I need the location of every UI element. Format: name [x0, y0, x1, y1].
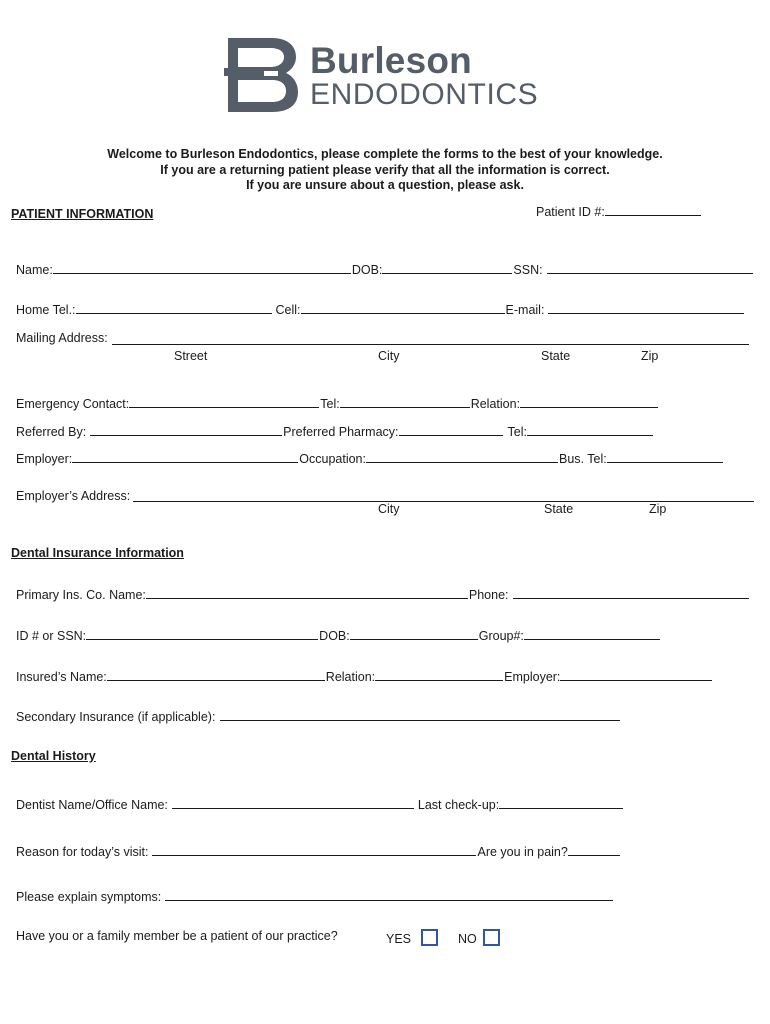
mailing-address-label: Mailing Address: [16, 331, 108, 345]
welcome-line-2: If you are a returning patient please verify that all the information is correct. [160, 162, 610, 177]
ssn-label: SSN: [513, 263, 543, 277]
yes-checkbox[interactable] [421, 929, 438, 946]
dentist-name-blank[interactable] [172, 796, 414, 809]
cell-blank[interactable] [301, 301, 505, 314]
primary-ins-blank[interactable] [146, 586, 468, 599]
last-checkup-label: Last check-up: [417, 798, 500, 812]
symptoms-label: Please explain symptoms: [16, 890, 162, 904]
welcome-message [0, 147, 770, 194]
employer-row [16, 450, 724, 467]
zip-caption: Zip [641, 349, 659, 363]
emergency-contact-label: Emergency Contact: [16, 397, 130, 411]
insured-relation-blank[interactable] [375, 668, 503, 681]
employer-state-caption: State [544, 502, 574, 516]
emergency-contact-row [16, 395, 659, 412]
symptoms-blank[interactable] [165, 888, 613, 901]
employer-zip-caption: Zip [649, 502, 667, 516]
name-blank[interactable] [53, 261, 351, 274]
insured-relation-label: Relation: [325, 670, 376, 684]
patient-id-field[interactable] [536, 203, 702, 219]
mailing-address-blank[interactable] [112, 344, 749, 345]
patient-id-label: Patient ID #: [536, 205, 605, 219]
secondary-ins-label: Secondary Insurance (if applicable): [16, 710, 216, 724]
referred-by-label: Referred By: [16, 425, 87, 439]
id-dob-group-row [16, 627, 661, 644]
insured-name-blank[interactable] [107, 668, 325, 681]
pharmacy-tel-label: Tel: [507, 425, 527, 439]
employer-blank[interactable] [72, 450, 298, 463]
insured-employer-label: Employer: [504, 670, 561, 684]
ssn-blank[interactable] [547, 261, 753, 274]
practice-logo [224, 36, 544, 116]
state-caption: State [541, 349, 571, 363]
reason-row [16, 843, 621, 860]
name-label: Name: [16, 263, 53, 277]
insurance-heading: Dental Insurance Information [11, 546, 184, 560]
dentist-row [16, 796, 624, 813]
last-checkup-blank[interactable] [499, 796, 623, 809]
in-pain-label: Are you in pain? [477, 845, 568, 859]
home-tel-blank[interactable] [76, 301, 272, 314]
ins-phone-blank[interactable] [513, 586, 749, 599]
cell-label: Cell: [275, 303, 301, 317]
dob-blank[interactable] [382, 261, 512, 274]
family-patient-row [16, 929, 338, 944]
yes-no-options [386, 929, 520, 946]
home-tel-label: Home Tel.: [16, 303, 76, 317]
secondary-insurance-row [16, 708, 621, 725]
id-ssn-blank[interactable] [86, 627, 318, 640]
email-blank[interactable] [548, 301, 744, 314]
secondary-ins-blank[interactable] [220, 708, 620, 721]
employer-address-label: Employer’s Address: [16, 489, 131, 503]
name-dob-ssn-row [16, 261, 754, 278]
primary-insurance-row [16, 586, 750, 603]
family-patient-label: Have you or a family member be a patient of our practice? [16, 929, 338, 943]
group-blank[interactable] [524, 627, 660, 640]
yes-label: YES [386, 932, 412, 946]
emergency-contact-blank[interactable] [129, 395, 319, 408]
street-caption: Street [174, 349, 208, 363]
logo-subtitle: ENDODONTICS [310, 78, 539, 111]
logo-name: Burleson [310, 40, 472, 81]
pharmacy-tel-blank[interactable] [527, 423, 653, 436]
email-label: E-mail: [505, 303, 545, 317]
employer-address-row [16, 489, 130, 504]
preferred-pharmacy-label: Preferred Pharmacy: [283, 425, 399, 439]
group-label: Group#: [478, 629, 524, 643]
no-checkbox[interactable] [483, 929, 500, 946]
emergency-tel-blank[interactable] [340, 395, 470, 408]
id-ssn-label: ID # or SSN: [16, 629, 87, 643]
patient-id-blank[interactable] [605, 203, 701, 216]
primary-ins-label: Primary Ins. Co. Name: [16, 588, 146, 602]
occupation-label: Occupation: [299, 452, 366, 466]
patient-info-heading: PATIENT INFORMATION [11, 207, 154, 221]
bus-tel-blank[interactable] [607, 450, 723, 463]
ins-dob-label: DOB: [319, 629, 350, 643]
emergency-tel-label: Tel: [320, 397, 340, 411]
emergency-relation-label: Relation: [470, 397, 521, 411]
welcome-line-3: If you are unsure about a question, please ask. [246, 178, 524, 192]
insured-employer-blank[interactable] [560, 668, 712, 681]
referral-row [16, 423, 654, 440]
dental-history-heading: Dental History [11, 749, 96, 763]
preferred-pharmacy-blank[interactable] [399, 423, 503, 436]
mailing-address-row [16, 331, 108, 346]
reason-blank[interactable] [152, 843, 476, 856]
bus-tel-label: Bus. Tel: [559, 452, 607, 466]
symptoms-row [16, 888, 614, 905]
referred-by-blank[interactable] [90, 423, 282, 436]
welcome-line-1: Welcome to Burleson Endodontics, please complete the forms to the best of your knowledge. [107, 147, 663, 161]
city-caption: City [378, 349, 400, 363]
no-label: NO [458, 932, 477, 946]
ins-dob-blank[interactable] [350, 627, 478, 640]
dob-label: DOB: [351, 263, 383, 277]
insured-name-label: Insured’s Name: [16, 670, 107, 684]
dentist-name-label: Dentist Name/Office Name: [16, 798, 168, 812]
insured-row [16, 668, 713, 685]
reason-label: Reason for today’s visit: [16, 845, 149, 859]
employer-label: Employer: [16, 452, 73, 466]
phone-email-row [16, 301, 745, 318]
emergency-relation-blank[interactable] [520, 395, 658, 408]
employer-city-caption: City [378, 502, 400, 516]
ins-phone-label: Phone: [468, 588, 509, 602]
in-pain-blank[interactable] [568, 843, 620, 856]
occupation-blank[interactable] [366, 450, 558, 463]
logo-b-mark-icon [224, 36, 300, 114]
